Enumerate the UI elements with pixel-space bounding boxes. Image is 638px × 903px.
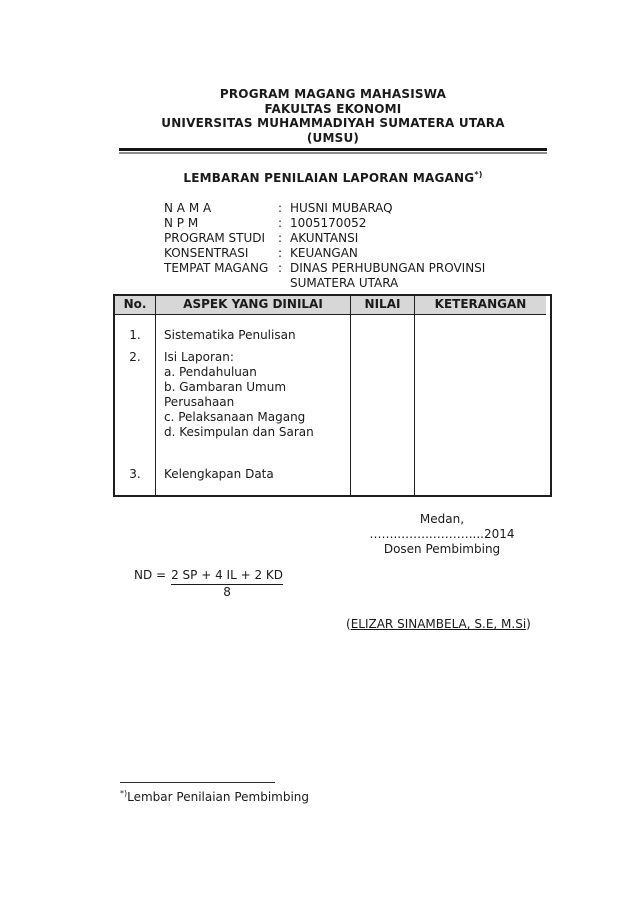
field-label-program-studi: PROGRAM STUDI (164, 231, 266, 245)
field-label-nama: N A M A (164, 201, 212, 215)
table-header-aspek: ASPEK YANG DINILAI (155, 296, 350, 315)
field-row-npm (164, 216, 553, 231)
field-separator: : (278, 216, 283, 230)
header-line-fakultas: FAKULTAS EKONOMI (264, 101, 402, 116)
field-separator: : (278, 246, 283, 260)
signature-place-date: Medan, ……..……..………....2014 (369, 512, 515, 541)
table-cell-nilai (350, 440, 414, 495)
field-value-program-studi: AKUNTANSI (290, 231, 359, 245)
field-label-konsentrasi: KONSENTRASI (164, 246, 249, 260)
field-value-tempat-magang: DINAS PERHUBUNGAN PROVINSI SUMATERA UTARA (290, 261, 486, 290)
field-row-nama (164, 201, 553, 216)
signature-role: Dosen Pembimbing (383, 542, 501, 556)
field-row-program-studi (164, 231, 553, 246)
open-paren: ( (346, 617, 351, 631)
header-line-program: PROGRAM MAGANG MAHASISWA (219, 87, 447, 101)
footnote-label: Lembar Penilaian Pembimbing (127, 790, 310, 804)
field-label-npm: N P M (164, 216, 199, 230)
table-cell-keterangan (414, 315, 546, 343)
table-row (115, 343, 550, 440)
field-separator: : (278, 231, 283, 245)
table-cell-keterangan (414, 343, 546, 440)
aspek-sub-item: b. Gambaran Umum Perusahaan (164, 380, 287, 409)
header-divider-thick-line (119, 148, 547, 151)
table-cell-nilai (350, 315, 414, 343)
header-line-universitas: UNIVERSITAS MUHAMMADIYAH SUMATERA UTARA (161, 116, 505, 130)
table-cell-nilai (350, 343, 414, 440)
formula-denominator: 8 (223, 585, 231, 599)
field-value-konsentrasi: KEUANGAN (290, 246, 358, 260)
footnote-marker: *) (120, 789, 128, 798)
aspek-sub-item: a. Pendahuluan (164, 365, 257, 379)
page-title-footnote-marker: *) (474, 170, 483, 179)
field-separator: : (278, 201, 283, 215)
table-cell-no: 1. (129, 328, 141, 342)
table-header-nilai: NILAI (350, 296, 414, 315)
footnote (120, 782, 309, 805)
footnote-divider (120, 782, 275, 783)
footnote-text (120, 786, 309, 805)
field-separator: : (278, 261, 283, 275)
table-cell-keterangan (414, 440, 546, 495)
table-cell-no: 3. (129, 467, 141, 481)
supervisor-name (346, 617, 553, 632)
field-row-tempat-magang (164, 261, 553, 291)
header-line-umsu: (UMSU) (306, 130, 360, 145)
table-cell-no: 2. (129, 350, 141, 364)
field-value-nama: HUSNI MUBARAQ (290, 201, 393, 215)
field-row-konsentrasi (164, 246, 553, 261)
aspek-sub-item: c. Pelaksanaan Magang (164, 410, 306, 424)
evaluation-table (113, 294, 552, 497)
grade-formula (134, 568, 553, 600)
document-content (113, 0, 553, 632)
table-header-keterangan: KETERANGAN (414, 296, 546, 315)
table-header-no: No. (115, 296, 155, 315)
aspek-sub-item: d. Kesimpulan dan Saran (164, 425, 314, 439)
document-header (113, 87, 553, 145)
evaluation-table-header-row (115, 296, 550, 315)
field-label-tempat-magang: TEMPAT MAGANG (164, 261, 269, 275)
supervisor-name-text: ELIZAR SINAMBELA, S.E, M.Si (350, 617, 527, 631)
page-title-text: LEMBARAN PENILAIAN LAPORAN MAGANG (183, 171, 475, 185)
header-divider (119, 148, 547, 154)
close-paren: ) (526, 617, 531, 631)
table-row (115, 315, 550, 343)
table-cell-aspek: Sistematika Penulisan (155, 315, 350, 343)
table-row (115, 440, 550, 495)
formula-lhs: ND = (134, 568, 167, 582)
signature-block (356, 512, 528, 557)
header-divider-thin-line (119, 152, 547, 154)
table-cell-aspek (155, 343, 350, 440)
page-title (113, 167, 553, 186)
field-value-npm: 1005170052 (290, 216, 367, 230)
formula-numerator: 2 SP + 4 IL + 2 KD (171, 568, 283, 585)
formula-fraction (171, 568, 283, 600)
student-fields (164, 201, 553, 291)
table-cell-aspek: Kelengkapan Data (155, 440, 350, 495)
aspek-item-title: Isi Laporan: (164, 350, 234, 364)
